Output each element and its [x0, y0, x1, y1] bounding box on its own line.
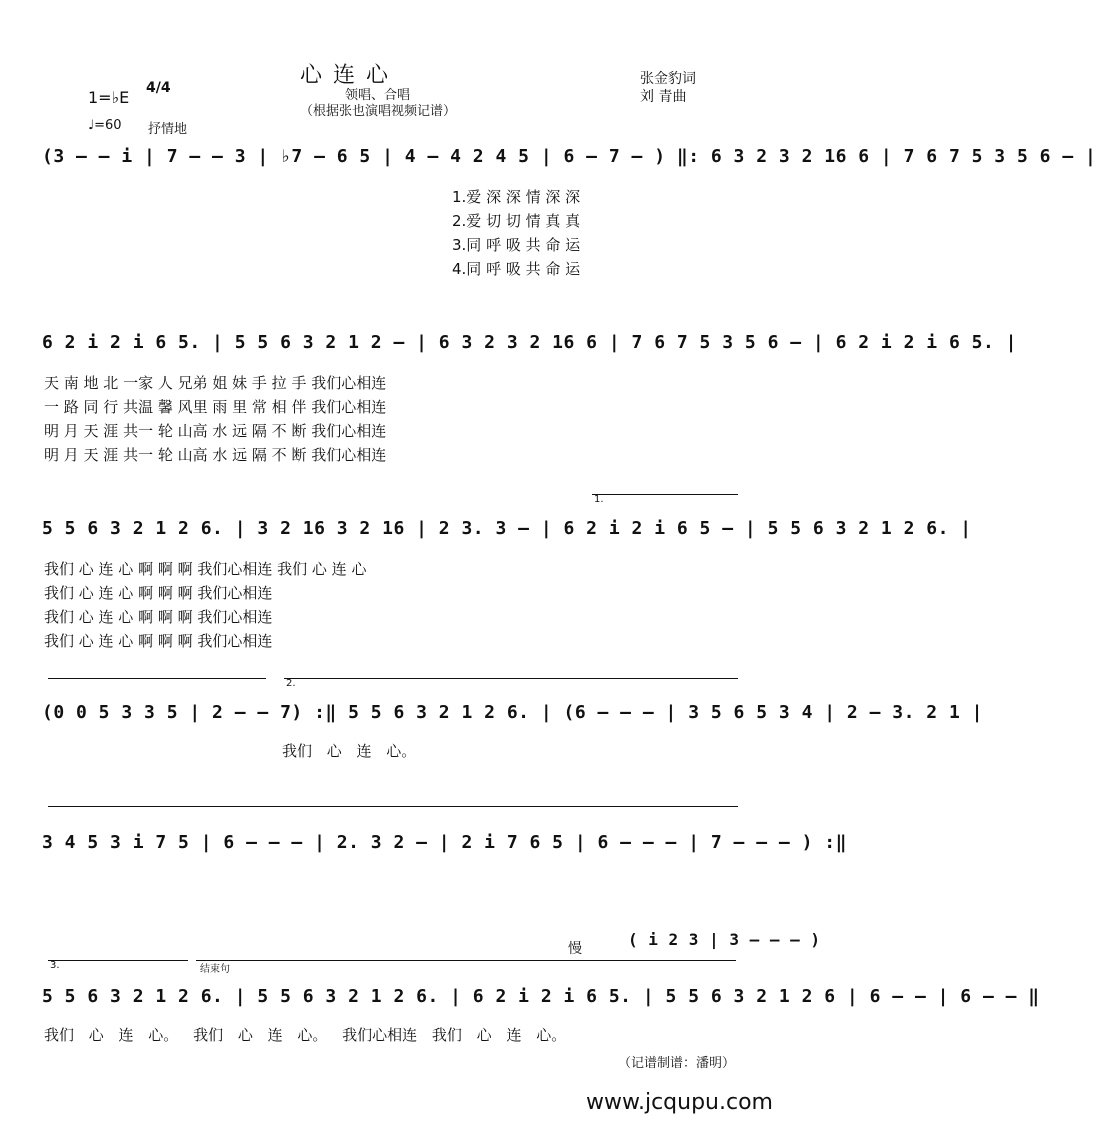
- coda-label: 结束句: [200, 964, 230, 975]
- system-3-lyric-verse-3: 我们 心 连 心 啊 啊 啊 我们心相连: [44, 608, 273, 626]
- transcriber-credit: （记谱制谱：潘明）: [618, 1056, 736, 1071]
- system-2-lyric-verse-4: 明 月 天 涯 共一 轮 山高 水 远 隔 不 断 我们心相连: [44, 446, 387, 464]
- system-5-notes: 3 4 5 3 i 7 5 | 6 – – – | 2. 3 2 – | 2 i 7 6 5 | 6 – – – | 7 – – – ) :‖: [42, 832, 847, 853]
- volta-bracket-1: [592, 494, 738, 495]
- system-1-lyric-verse-1: 1.爱 深 深 情 深 深: [452, 188, 581, 206]
- volta-bracket-1-continued: [48, 678, 266, 679]
- tempo-mark: ♩=60: [88, 118, 122, 133]
- score-title: 心 连 心: [300, 63, 390, 88]
- site-watermark: www.jcqupu.com: [586, 1090, 773, 1115]
- slow-tempo-mark: 慢: [568, 941, 582, 957]
- system-6-lyric: 我们 心 连 心。 我们 心 连 心。 我们心相连 我们 心 连 心。: [44, 1026, 567, 1044]
- system-3-notes: 5 5 6 3 2 1 2 6. | 3 2 16 3 2 16 | 2 3. 3 – | 6 2 i 2 i 6 5 – | 5 5 6 3 2 1 2 6. |: [42, 518, 972, 539]
- time-signature: 4/4: [146, 80, 171, 96]
- system-1-lyric-verse-4: 4.同 呼 吸 共 命 运: [452, 260, 581, 278]
- volta-bracket-2-continued: [48, 806, 738, 807]
- score-subtitle: 领唱、合唱: [345, 88, 411, 103]
- composer-credit: 刘 青曲: [640, 89, 687, 105]
- expression-mark: 抒情地: [148, 122, 188, 137]
- transcription-note: （根据张也演唱视频记谱）: [300, 104, 457, 119]
- system-3-lyric-verse-1: 我们 心 连 心 啊 啊 啊 我们心相连 我们 心 连 心: [44, 560, 367, 578]
- volta-label-1: 1.: [594, 494, 604, 505]
- system-1-notes: (3 – – i | 7 – – 3 | ♭7 – 6 5 | 4 – 4 2 4 5 | 6 – 7 – ) ‖: 6 3 2 3 2 16 6 | 7 6 7 5 3 5 6 – |: [42, 146, 1096, 167]
- coda-bracket: [196, 960, 736, 961]
- lyricist-credit: 张金豹词: [640, 71, 696, 87]
- system-4-notes: (0 0 5 3 3 5 | 2 – – 7) :‖ 5 5 6 3 2 1 2 6. | (6 – – – | 3 5 6 5 3 4 | 2 – 3. 2 1 |: [42, 702, 983, 723]
- volta-bracket-2: [284, 678, 738, 679]
- volta-bracket-3: [48, 960, 188, 961]
- ossia-notes: ( i 2 3 | 3 – – – ): [628, 930, 821, 949]
- system-2-notes: 6 2 i 2 i 6 5. | 5 5 6 3 2 1 2 – | 6 3 2 3 2 16 6 | 7 6 7 5 3 5 6 – | 6 2 i 2 i 6 5. |: [42, 332, 1017, 353]
- system-4-lyric: 我们 心 连 心。: [282, 742, 417, 760]
- system-2-lyric-verse-2: 一 路 同 行 共温 馨 风里 雨 里 常 相 伴 我们心相连: [44, 398, 387, 416]
- system-3-lyric-verse-4: 我们 心 连 心 啊 啊 啊 我们心相连: [44, 632, 273, 650]
- system-1-lyric-verse-3: 3.同 呼 吸 共 命 运: [452, 236, 581, 254]
- volta-label-3: 3.: [50, 960, 60, 971]
- system-2-lyric-verse-1: 天 南 地 北 一家 人 兄弟 姐 妹 手 拉 手 我们心相连: [44, 374, 387, 392]
- system-6-notes: 5 5 6 3 2 1 2 6. | 5 5 6 3 2 1 2 6. | 6 2 i 2 i 6 5. | 5 5 6 3 2 1 2 6 | 6 – – | 6 – – ‖: [42, 986, 1040, 1007]
- system-3-lyric-verse-2: 我们 心 连 心 啊 啊 啊 我们心相连: [44, 584, 273, 602]
- volta-label-2: 2.: [286, 678, 296, 689]
- key-signature: 1=♭E: [88, 88, 130, 107]
- system-1-lyric-verse-2: 2.爱 切 切 情 真 真: [452, 212, 581, 230]
- system-2-lyric-verse-3: 明 月 天 涯 共一 轮 山高 水 远 隔 不 断 我们心相连: [44, 422, 387, 440]
